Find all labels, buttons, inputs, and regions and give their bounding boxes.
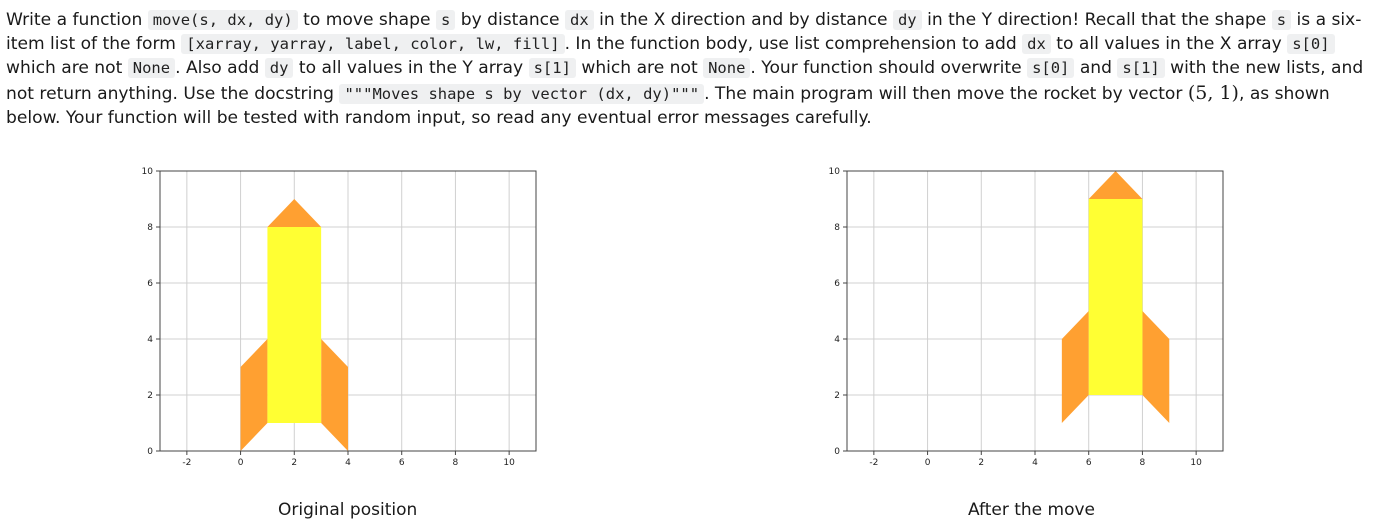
text-segment: and	[1074, 58, 1118, 79]
rocket-body	[267, 227, 321, 423]
y-tick-label: 0	[147, 447, 153, 457]
text-segment: . Also add	[175, 58, 265, 79]
plot-after-move	[805, 160, 1235, 475]
text-segment: . Your function should overwrite	[750, 58, 1028, 79]
rocket-right-fin	[321, 339, 348, 451]
text-segment: Write a function	[6, 10, 148, 30]
code-s1: s[1]	[529, 58, 576, 78]
code-dy: dy	[893, 10, 922, 30]
code-shape-form: [xarray, yarray, label, color, lw, fill]	[181, 34, 564, 54]
y-tick-label: 2	[834, 391, 840, 401]
x-tick-label: 6	[1085, 458, 1092, 468]
plot-original-position	[118, 160, 548, 475]
code-s0: s[0]	[1027, 58, 1074, 78]
x-tick-label: 8	[1139, 458, 1146, 468]
y-tick-label: 4	[147, 335, 153, 345]
code-dx: dx	[565, 10, 594, 30]
rocket-left-fin	[1062, 311, 1089, 423]
code-dx: dx	[1022, 34, 1051, 54]
y-tick-label: 6	[147, 279, 153, 289]
text-segment: by distance	[455, 10, 565, 30]
code-move-signature: move(s, dx, dy)	[148, 10, 298, 30]
text-segment: . The main program will then move the rocket by vector	[704, 83, 1188, 104]
x-tick-label: 0	[924, 458, 931, 468]
y-tick-label: 10	[141, 167, 153, 177]
text-segment: which are not	[6, 58, 128, 79]
x-tick-label: 4	[1032, 458, 1038, 468]
code-s: s	[436, 10, 455, 30]
y-tick-label: 2	[147, 391, 153, 401]
text-segment: in the Y direction! Recall that the shape	[921, 10, 1272, 30]
y-tick-label: 6	[834, 279, 840, 289]
x-tick-label: 4	[345, 458, 351, 468]
rocket-right-fin	[1142, 311, 1169, 423]
rocket-left-fin	[241, 339, 268, 451]
rocket-nose	[1089, 171, 1143, 199]
x-tick-label: 8	[452, 458, 459, 468]
x-tick-label: 2	[978, 458, 985, 468]
code-docstring: """Moves shape s by vector (dx, dy)"""	[339, 84, 704, 104]
x-tick-label: 6	[398, 458, 405, 468]
rocket-body	[1089, 199, 1143, 395]
text-segment: is a six-item list of the form	[6, 10, 1362, 55]
caption-after-move: After the move	[968, 500, 1096, 520]
text-segment: , as shown below. Your function will be tested with random input, so read any eventual error messages carefully.	[6, 83, 1330, 128]
text-segment: to move shape	[297, 10, 436, 30]
x-tick-label: -2	[869, 458, 879, 468]
text-segment: to all values in the Y array	[293, 58, 529, 79]
math-vector: (5, 1)	[1187, 81, 1239, 104]
x-tick-label: 0	[237, 458, 244, 468]
rocket-nose	[267, 199, 321, 227]
text-segment: to all values in the X array	[1050, 34, 1288, 55]
y-tick-label: 10	[828, 167, 840, 177]
code-none: None	[703, 58, 750, 78]
x-tick-label: 10	[1190, 458, 1202, 468]
code-s0: s[0]	[1287, 34, 1334, 54]
code-s1: s[1]	[1117, 58, 1164, 78]
code-s: s	[1272, 10, 1291, 30]
code-dy: dy	[265, 58, 294, 78]
text-segment: . In the function body, use list comprehension to add	[564, 34, 1023, 55]
y-tick-label: 0	[834, 447, 840, 457]
y-tick-label: 8	[147, 223, 153, 233]
x-tick-label: 2	[291, 458, 298, 468]
x-tick-label: -2	[182, 458, 192, 468]
y-tick-label: 8	[834, 223, 840, 233]
x-tick-label: 10	[503, 458, 515, 468]
text-segment: with the new lists, and not return anything. Use the docstring	[6, 58, 1364, 104]
text-segment: in the X direction and by distance	[593, 10, 893, 30]
caption-original-position: Original position	[278, 500, 418, 520]
text-segment: which are not	[575, 58, 704, 79]
code-none: None	[128, 58, 175, 78]
y-tick-label: 4	[834, 335, 840, 345]
instructions-paragraph	[6, 8, 1378, 130]
